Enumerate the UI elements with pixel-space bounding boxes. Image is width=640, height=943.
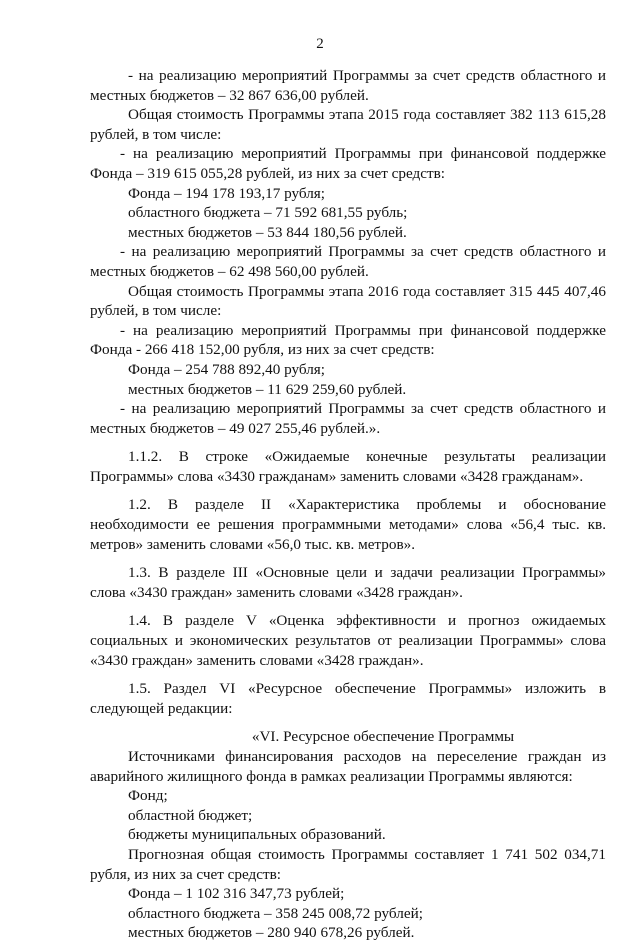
paragraph: - на реализацию мероприятий Программы за счет средств областного и местных бюджетов – 49 027 255,46 рублей.». <box>90 400 606 437</box>
paragraph: бюджеты муниципальных образований. <box>128 826 386 844</box>
paragraph: областного бюджета – 71 592 681,55 рубль; <box>128 204 408 222</box>
paragraph: Общая стоимость Программы этапа 2015 года составляет 382 113 615,28 рублей, в том числе: <box>90 106 606 143</box>
paragraph: местных бюджетов – 11 629 259,60 рублей. <box>128 380 407 398</box>
paragraph: местных бюджетов – 280 940 678,26 рублей. <box>128 924 415 942</box>
page-number: 2 <box>316 36 324 52</box>
paragraph: - на реализацию мероприятий Программы за счет средств областного и местных бюджетов – 62 498 560,00 рублей. <box>90 243 606 280</box>
paragraph: Фонда – 194 178 193,17 рубля; <box>128 184 326 202</box>
paragraph: - на реализацию мероприятий Программы за счет средств областного и местных бюджетов – 32 867 636,00 рублей. <box>90 67 606 104</box>
paragraph: местных бюджетов – 53 844 180,56 рублей. <box>128 223 407 241</box>
paragraph: Общая стоимость Программы этапа 2016 года составляет 315 445 407,46 рублей, в том числе: <box>90 282 606 320</box>
paragraph: областного бюджета – 358 245 008,72 рублей; <box>128 904 423 922</box>
paragraph: областной бюджет; <box>128 806 253 824</box>
paragraph: Фонд; <box>128 787 168 805</box>
document-body <box>90 66 606 943</box>
paragraph: - на реализацию мероприятий Программы при финансовой поддержке Фонда – 319 615 055,28 рублей, из них за счет средств: <box>90 145 606 182</box>
paragraph: 1.4. В разделе V «Оценка эффективности и прогноз ожидаемых социальных и экономических результатов от реализации Программы» слова «3430 граждан» заменить словами «3428 граждан». <box>90 612 606 669</box>
paragraph: Фонда – 1 102 316 347,73 рублей; <box>128 885 345 903</box>
paragraph: 1.1.2. В строке «Ожидаемые конечные результаты реализации Программы» слова «3430 гражданам» заменить словами «3428 гражданам». <box>90 448 606 485</box>
paragraph: - на реализацию мероприятий Программы при финансовой поддержке Фонда - 266 418 152,00 рубля, из них за счет средств: <box>90 321 606 359</box>
paragraph: Фонда – 254 788 892,40 рубля; <box>128 360 326 378</box>
section-heading: «VI. Ресурсное обеспечение Программы <box>251 728 515 746</box>
paragraph: 1.5. Раздел VI «Ресурсное обеспечение Программы» изложить в следующей редакции: <box>90 680 606 717</box>
paragraph: Прогнозная общая стоимость Программы составляет 1 741 502 034,71 рубля, из них за счет средств: <box>90 845 606 883</box>
paragraph: 1.2. В разделе II «Характеристика проблемы и обоснование необходимости ее решения программными методами» слова «56,4 тыс. кв. метров» заменить словами «56,0 тыс. кв. метров». <box>90 496 606 553</box>
paragraph: 1.3. В разделе III «Основные цели и задачи реализации Программы» слова «3430 граждан» заменить словами «3428 граждан». <box>90 564 606 601</box>
paragraph: Источниками финансирования расходов на переселение граждан из аварийного жилищного фонда в рамках реализации Программы являются: <box>90 748 606 785</box>
